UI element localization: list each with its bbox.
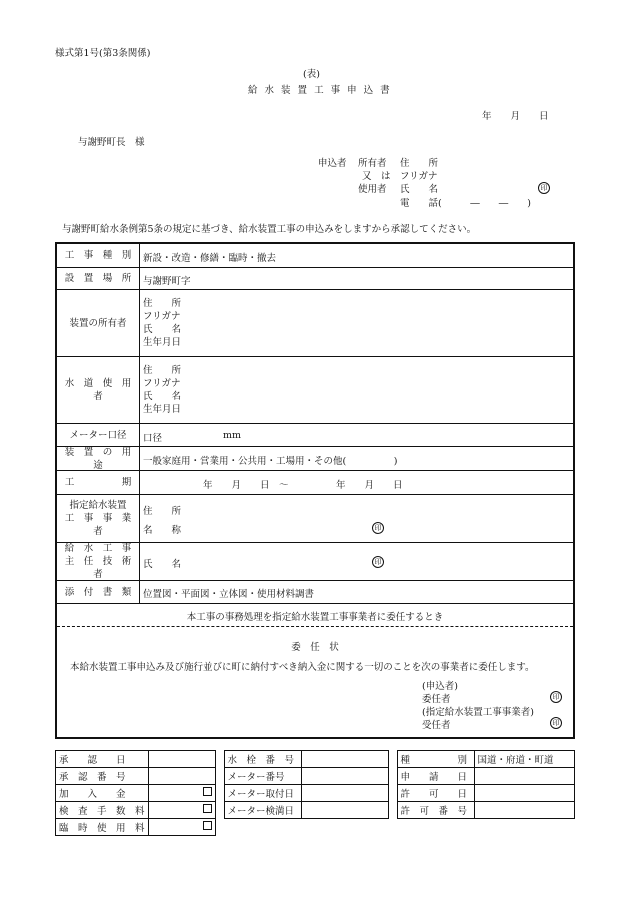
applicant-phone: 電 話( ― ― ): [400, 198, 531, 209]
label-inspection-fee: 検 査 手 数 料: [56, 802, 149, 819]
user-name: 氏 名: [143, 391, 182, 402]
user-fields: [143, 364, 181, 416]
label-usage: 装 置 の 用 途: [64, 446, 141, 471]
owner-furigana: フリガナ: [143, 311, 181, 322]
seal-icon: 印: [550, 691, 562, 703]
seal-icon: 印: [550, 717, 562, 729]
label-engineer-2: 主 任 技 術 者: [64, 556, 141, 580]
row-usage: [57, 447, 573, 471]
value-period: 年 月 日 ～ 年 月 日: [203, 480, 403, 491]
label-type: 種 別: [397, 751, 474, 768]
applicant-name: 氏 名: [400, 184, 439, 195]
table-row: [56, 819, 575, 836]
label-permit-date: 許 可 日: [397, 785, 474, 802]
delegation-header: 本工事の事務処理を指定給水装置工事事業者に委任するとき: [186, 612, 444, 623]
row-attachments: [57, 581, 573, 604]
owner-address: 住 所: [143, 298, 182, 309]
label-meter-install-date: メーター取付日: [224, 785, 301, 802]
role-owner: 所有者: [358, 158, 387, 169]
form-id: 様式第1号(第3条関係): [55, 48, 151, 59]
application-table: [55, 242, 575, 739]
table-row: [56, 768, 575, 785]
label-permit-number: 許 可 番 号: [397, 802, 474, 819]
row-owner: [57, 290, 573, 357]
owner-fields: [143, 297, 181, 349]
intro-text: 与謝野町給水条例第5条の規定に基づき、給水装置工事の申込みをしますから承認してください。: [62, 224, 477, 235]
label-contractor-1: 指定給水装置: [69, 500, 127, 511]
label-location: 設 置 場 所: [64, 273, 132, 284]
label-meter-number: メーター番号: [224, 768, 301, 785]
delegation-text: 本給水装置工事申込み及び施行並びに町に納付すべき納入金に関する一切のことを次の事業者に委任します。: [70, 662, 535, 673]
delegatee-label: 受任者: [422, 720, 451, 731]
checkbox[interactable]: [203, 821, 212, 830]
user-birthdate: 生年月日: [143, 404, 182, 415]
label-work-type: 工 事 種 別: [64, 250, 132, 261]
label-application-date: 申 請 日: [397, 768, 474, 785]
contractor-name: 名 称: [143, 525, 182, 536]
label-meter: メーター口径: [69, 429, 127, 441]
value-usage: 一般家庭用・営業用・公共用・工場用・その他( ): [143, 456, 398, 467]
date-line: 年 月 日: [482, 111, 549, 122]
role-or: 又 は: [362, 171, 391, 182]
table-row: [56, 751, 575, 768]
row-contractor: [57, 495, 573, 543]
applicant-furigana: フリガナ: [400, 171, 438, 182]
checkbox[interactable]: [203, 787, 212, 796]
engineer-name: 氏 名: [143, 559, 182, 570]
role-user: 使用者: [358, 184, 387, 195]
value-work-type: 新設・改造・修繕・臨時・撤去: [143, 253, 277, 264]
table-row: [56, 785, 575, 802]
seal-icon: 印: [372, 522, 384, 534]
label-approval-number: 承 認 番 号: [56, 768, 149, 785]
table-row: [56, 802, 575, 819]
label-tap-number: 水 栓 番 号: [224, 751, 301, 768]
label-membership-fee: 加 入 金: [56, 785, 149, 802]
label-approval-date: 承 認 日: [56, 751, 149, 768]
seal-icon: 印: [372, 556, 384, 568]
row-meter: [57, 424, 573, 447]
meter-unit: mm: [223, 430, 242, 441]
row-location: [57, 268, 573, 290]
label-meter-expiry-date: メーター検満日: [224, 802, 301, 819]
user-address: 住 所: [143, 365, 182, 376]
delegator-label: 委任者: [422, 694, 451, 705]
delegation-title: 委 任 状: [291, 642, 339, 653]
row-work-type: [57, 244, 573, 268]
checkbox[interactable]: [203, 804, 212, 813]
row-engineer: [57, 543, 573, 581]
applicant-address: 住 所: [400, 158, 439, 169]
value-meter: 口径: [143, 433, 163, 444]
seal-icon: 印: [538, 182, 550, 194]
user-furigana: フリガナ: [143, 378, 181, 389]
row-period: [57, 471, 573, 495]
page-title: 給 水 装 置 工 事 申 込 書: [248, 85, 392, 96]
owner-birthdate: 生年月日: [143, 337, 182, 348]
applicant-label: 申込者: [318, 158, 347, 169]
label-contractor-2: 工 事 事 業 者: [64, 513, 141, 537]
addressee: 与謝野町長 様: [78, 137, 145, 148]
value-attachments: 位置図・平面図・立体図・使用材料調書: [143, 589, 315, 600]
owner-name: 氏 名: [143, 324, 182, 335]
label-owner: 装置の所有者: [69, 317, 127, 329]
contractor-address: 住 所: [143, 506, 182, 517]
label-engineer-1: 給 水 工 事: [64, 543, 132, 554]
value-type: 国道・府道・町道: [474, 751, 574, 768]
delegation-header-row: [57, 604, 573, 627]
row-user: [57, 357, 573, 424]
value-location: 与謝野町字: [143, 276, 191, 287]
label-period: 工 期: [64, 477, 132, 488]
label-user: 水 道 使 用 者: [64, 378, 141, 402]
side-label: (表): [303, 69, 320, 80]
label-temp-use-fee: 臨 時 使 用 料: [56, 819, 149, 836]
delegation-applicant: (申込者): [422, 681, 458, 692]
office-use-table: [55, 750, 575, 836]
delegation-contractor: (指定給水装置工事事業者): [422, 707, 534, 718]
label-attachments: 添 付 書 類: [64, 586, 132, 598]
